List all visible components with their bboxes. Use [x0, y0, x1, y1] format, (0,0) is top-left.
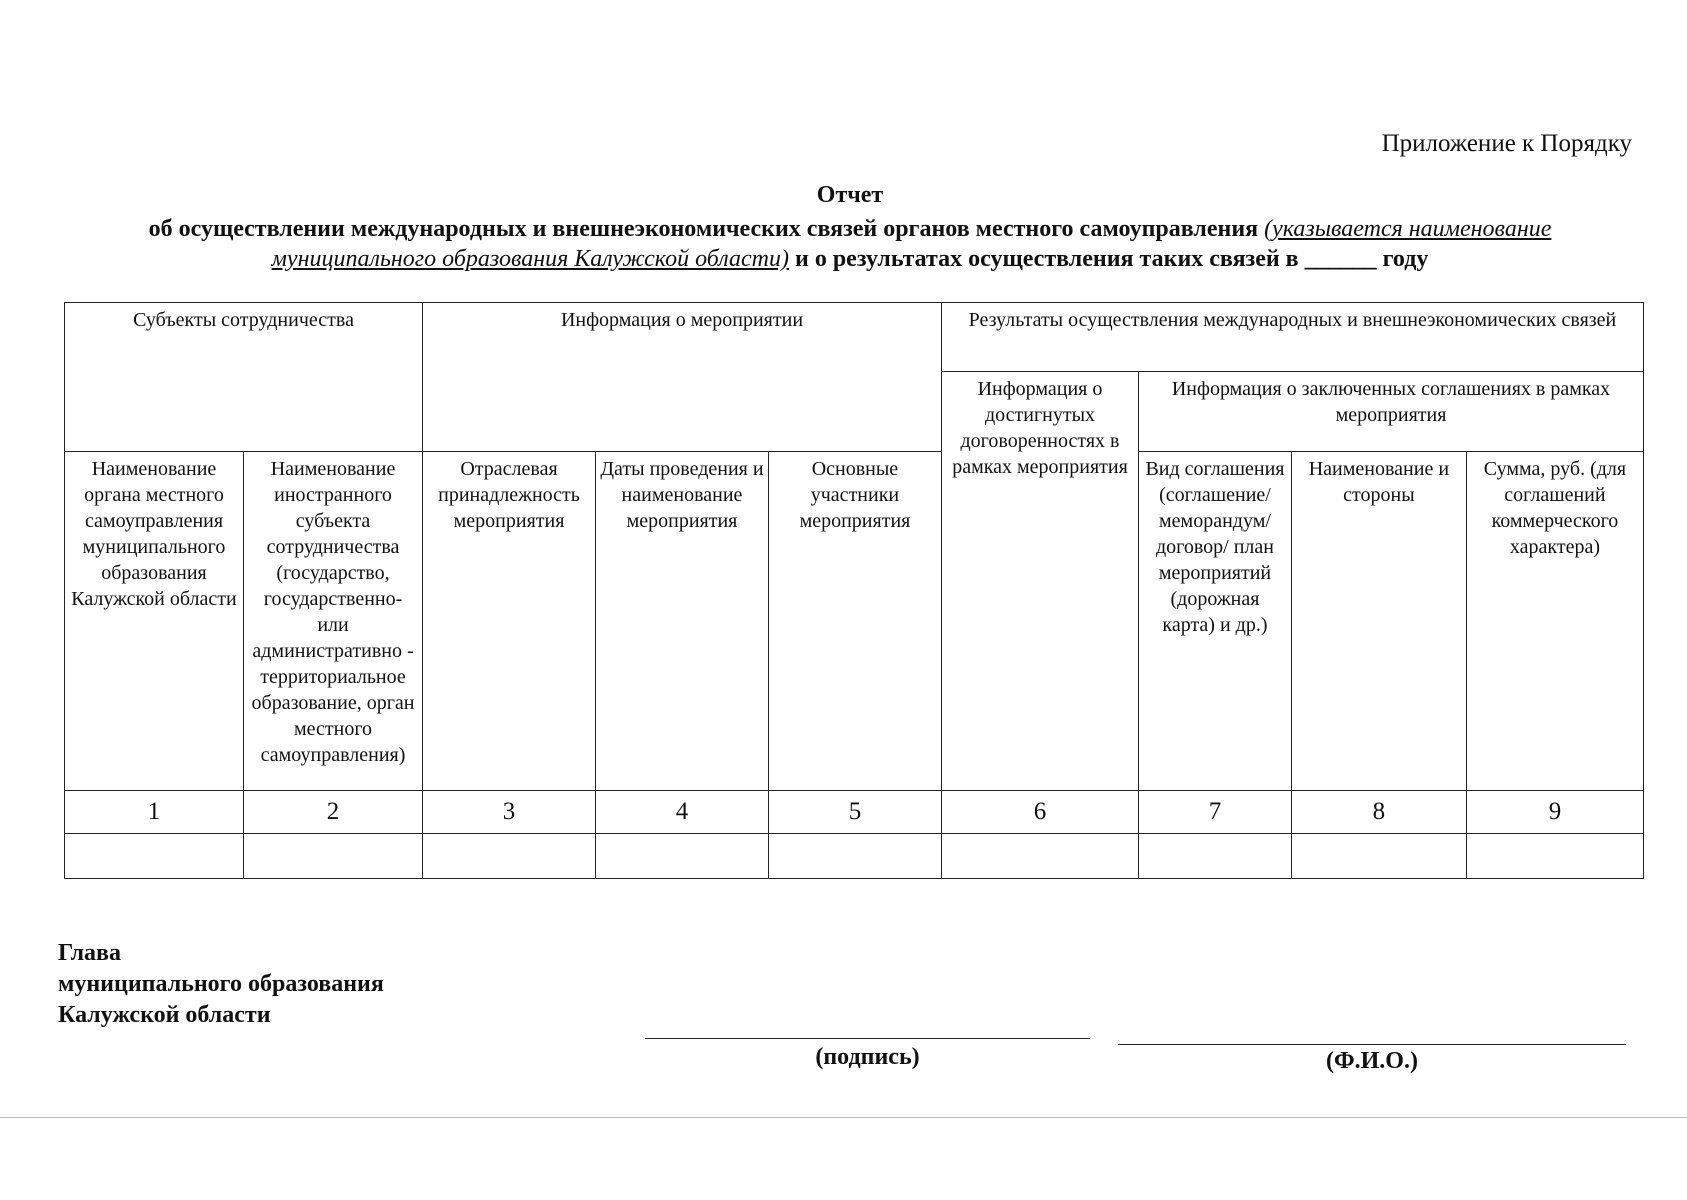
empty-cell[interactable] [1291, 834, 1466, 879]
signatory-line-1: Глава [58, 940, 121, 966]
signature-line[interactable] [645, 1038, 1090, 1039]
signatory-block [58, 938, 384, 1031]
col-header-5: Основные участники мероприятия [768, 452, 941, 791]
empty-cell[interactable] [1466, 834, 1643, 879]
col-header-7: Вид соглашения (соглашение/ меморандум/ договор/ план мероприятий (дорожная карта) и др.) [1139, 452, 1292, 791]
report-table [64, 302, 1644, 879]
name-caption: (Ф.И.О.) [1326, 1048, 1418, 1074]
col-number-5: 5 [768, 791, 941, 834]
header-results: Результаты осуществления международных и внешнеэкономических связей [941, 303, 1643, 372]
col-number-1: 1 [65, 791, 244, 834]
subtitle-italic-note: (указывается наименование муниципального образования Калужской области) [271, 216, 1552, 272]
header-event-info: Информация о мероприятии [423, 303, 942, 452]
col-header-1: Наименование органа местного самоуправления муниципального образования Калужской области [65, 452, 244, 791]
col-number-2: 2 [244, 791, 423, 834]
empty-data-row [65, 834, 1644, 879]
empty-cell[interactable] [65, 834, 244, 879]
document-subtitle [70, 214, 1630, 274]
col-header-4: Даты проведения и наименование мероприятия [596, 452, 769, 791]
col-number-9: 9 [1466, 791, 1643, 834]
document-title: Отчет [816, 182, 884, 208]
empty-cell[interactable] [941, 834, 1138, 879]
header-subjects: Субъекты сотрудничества [65, 303, 423, 452]
empty-cell[interactable] [596, 834, 769, 879]
name-line[interactable] [1118, 1044, 1626, 1045]
col-number-7: 7 [1139, 791, 1292, 834]
empty-cell[interactable] [768, 834, 941, 879]
signature-caption: (подпись) [815, 1044, 920, 1070]
col-number-8: 8 [1291, 791, 1466, 834]
empty-cell[interactable] [1139, 834, 1292, 879]
col-header-8: Наименование и стороны [1291, 452, 1466, 791]
appendix-label: Приложение к Порядку [1381, 130, 1632, 157]
signatory-line-3: Калужской области [58, 1002, 271, 1028]
subtitle-part1: об осуществлении международных и внешнеэкономических связей органов местного самоуправления [148, 216, 1265, 242]
col-header-3: Отраслевая принадлежность мероприятия [423, 452, 596, 791]
col-header-2: Наименование иностранного субъекта сотрудничества (государство, государственно- или административно - территориальное образование, орган местного самоуправления) [244, 452, 423, 791]
col-number-6: 6 [941, 791, 1138, 834]
header-agreements: Информация о заключенных соглашениях в рамках мероприятия [1139, 372, 1644, 452]
signatory-line-2: муниципального образования [58, 971, 384, 997]
col-header-6: Информация о достигнутых договоренностях в рамках мероприятия [941, 372, 1138, 791]
empty-cell[interactable] [423, 834, 596, 879]
col-number-4: 4 [596, 791, 769, 834]
empty-cell[interactable] [244, 834, 423, 879]
col-header-9: Сумма, руб. (для соглашений коммерческого характера) [1466, 452, 1643, 791]
subtitle-part2: и о результатах осуществления таких связей в ______ году [788, 246, 1429, 272]
page-edge-divider [0, 1117, 1687, 1118]
col-number-3: 3 [423, 791, 596, 834]
